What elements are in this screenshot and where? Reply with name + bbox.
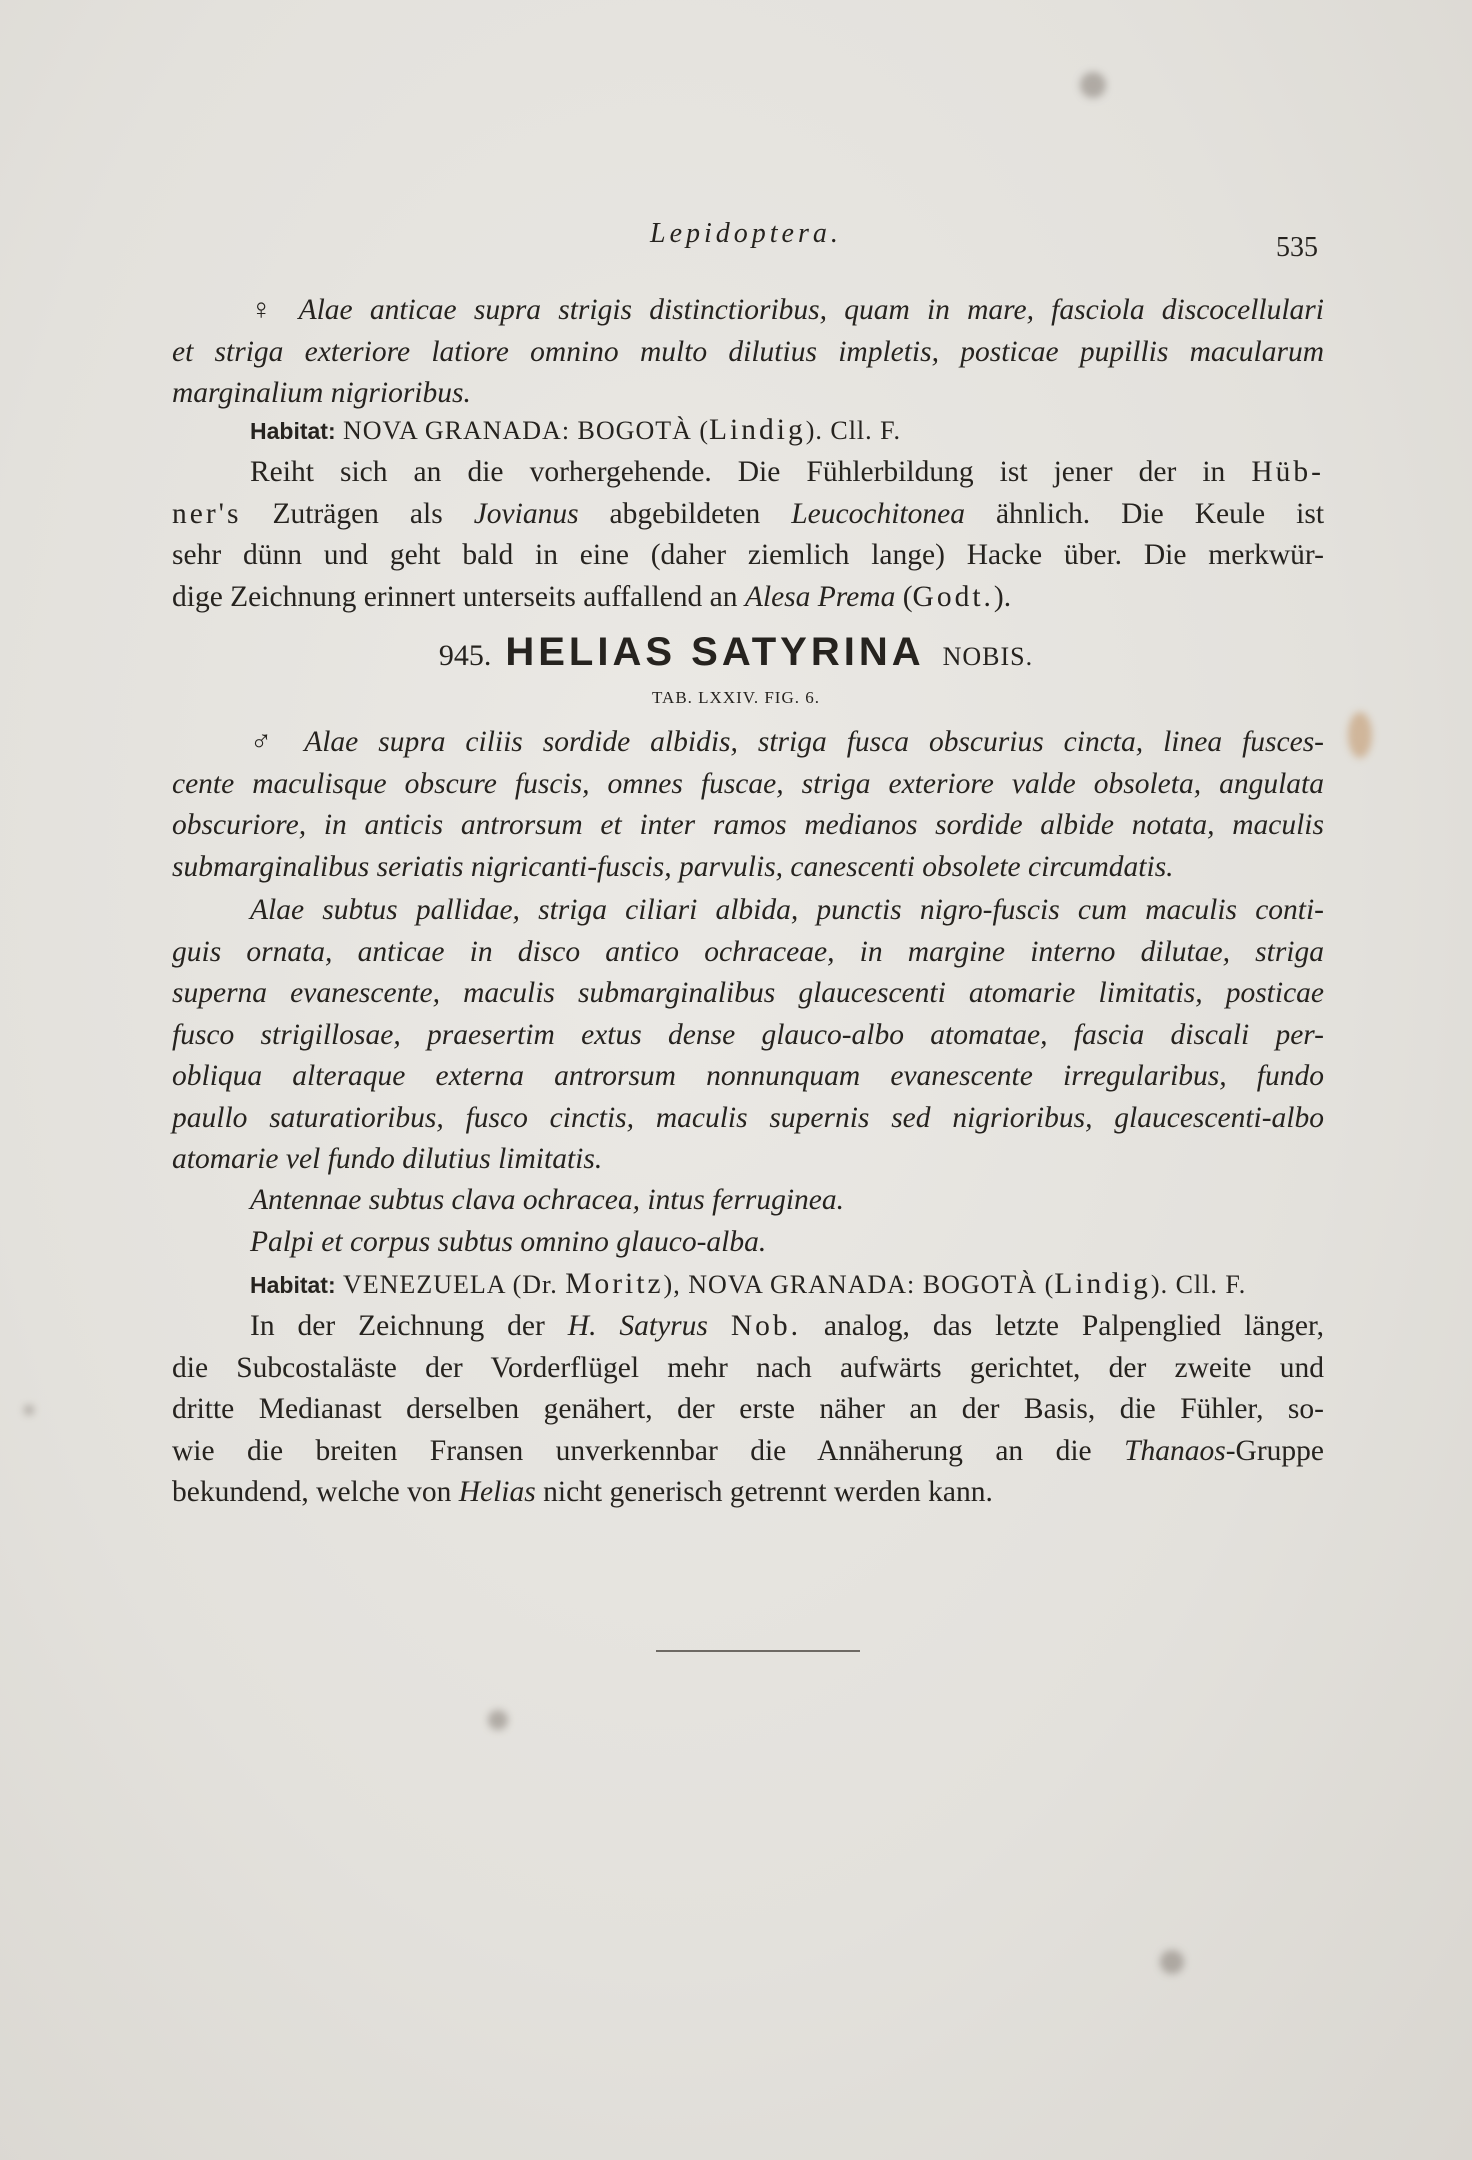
species-name: HELIAS SATYRINA (505, 630, 925, 674)
text-line: ♀ Alae anticae supra strigis distinctioribus, quam in mare, fasciola discocellulari (250, 294, 1324, 326)
text-line: bekundend, welche von Helias nicht generisch getrennt werden kann. (172, 1476, 993, 1508)
habitat-label: Habitat: (250, 418, 336, 444)
collector-name: Lindig (709, 414, 806, 446)
paper-stain (488, 1710, 508, 1730)
text-line: Palpi et corpus subtus omnino glauco-alba. (250, 1226, 767, 1258)
text-line: fusco strigillosae, praesertim extus dense glauco-albo atomatae, fascia discali per- (172, 1018, 1324, 1051)
habitat-line (172, 410, 1324, 453)
antennae-description (172, 1180, 1324, 1222)
paper-stain (1080, 72, 1106, 98)
text-line: die Subcostaläste der Vorderflügel mehr nach aufwärts gerichtet, der zweite und (172, 1351, 1324, 1384)
species-habitat-line (172, 1264, 1324, 1307)
text-line: obscuriore, in anticis antrorsum et inter ramos medianos sordide albide notata, maculis (172, 809, 1324, 841)
text-line: superna evanescente, maculis submarginalibus glaucescenti atomarie limitatis, posticae (172, 977, 1324, 1009)
remarks-paragraph (172, 452, 1324, 618)
text-line: obliqua alteraque externa antrorsum nonnunquam evanescente irregularibus, fundo (172, 1060, 1324, 1092)
text-line: Antennae subtus clava ochracea, intus ferruginea. (250, 1184, 844, 1216)
text-line: Reiht sich an die vorhergehende. Die Fühlerbildung ist jener der in Hüb- (250, 456, 1324, 488)
text-line: dige Zeichnung erinnert unterseits auffallend an Alesa Prema (Godt.). (172, 580, 1012, 613)
text-line: marginalium nigrioribus. (172, 377, 471, 409)
text-line: atomarie vel fundo dilutius limitatis. (172, 1143, 603, 1175)
section-end-rule (656, 1650, 860, 1652)
collector-name: Moritz (565, 1268, 664, 1300)
text-line: submarginalibus seriatis nigricanti-fuscis, parvulis, canescenti obsolete circumdatis. (172, 850, 1174, 883)
species-remarks-paragraph (172, 1306, 1324, 1514)
habitat-text: NOVA GRANADA: BOGOTÀ ( (343, 416, 710, 445)
habitat-text: VENEZUELA (Dr. (343, 1270, 566, 1299)
palpi-description (172, 1222, 1324, 1264)
habitat-label: Habitat: (250, 1272, 336, 1298)
text-line: ner's Zuträgen als Jovianus abgebildeten Leucochitonea ähnlich. Die Keule ist (172, 497, 1325, 530)
text-line: cente maculisque obscure fuscis, omnes fuscae, striga exteriore valde obsoleta, angulata (172, 767, 1324, 800)
habitat-text: ). Cll. F. (805, 416, 902, 445)
paper-stain (24, 1405, 34, 1415)
page-number: 535 (1276, 232, 1318, 263)
text-line: dritte Medianast derselben genähert, der erste näher an der Basis, die Fühler, so- (172, 1393, 1324, 1425)
species-author: NOBIS. (942, 642, 1034, 671)
plate-reference: TAB. LXXIV. FIG. 6. (652, 688, 820, 707)
underside-description (172, 890, 1324, 1181)
text-line: sehr dünn und geht bald in eine (daher ziemlich lange) Hacke über. Die merkwür- (172, 539, 1324, 571)
text-line: Alae subtus pallidae, striga ciliari albida, punctis nigro-fuscis cum maculis conti- (250, 894, 1324, 926)
text-line: guis ornata, anticae in disco antico ochraceae, in margine interno dilutae, striga (172, 935, 1324, 968)
habitat-text: ). Cll. F. (1150, 1270, 1247, 1299)
text-line: In der Zeichnung der H. Satyrus Nob. analog, das letzte Palpenglied länger, (250, 1310, 1324, 1342)
species-number: 945. (438, 639, 492, 672)
running-title: Lepidoptera. (650, 218, 842, 249)
paper-stain (1348, 712, 1372, 758)
collector-name: Lindig (1054, 1268, 1151, 1300)
species-heading (0, 630, 1472, 675)
text-line: paullo saturatioribus, fusco cinctis, maculis supernis sed nigrioribus, glaucescenti-albo (172, 1101, 1324, 1134)
text-line: et striga exteriore latiore omnino multo dilutius impletis, posticae pupillis macularum (172, 335, 1324, 368)
habitat-text: ), NOVA GRANADA: BOGOTÀ ( (663, 1270, 1055, 1299)
text-line: wie die breiten Fransen unverkennbar die Annäherung an die Thanaos-Gruppe (172, 1434, 1324, 1467)
male-upperside-description (172, 722, 1324, 888)
female-description (172, 290, 1324, 415)
text-line: ♂ Alae supra ciliis sordide albidis, striga fusca obscurius cincta, linea fusces- (250, 726, 1324, 758)
paper-stain (1160, 1950, 1184, 1974)
